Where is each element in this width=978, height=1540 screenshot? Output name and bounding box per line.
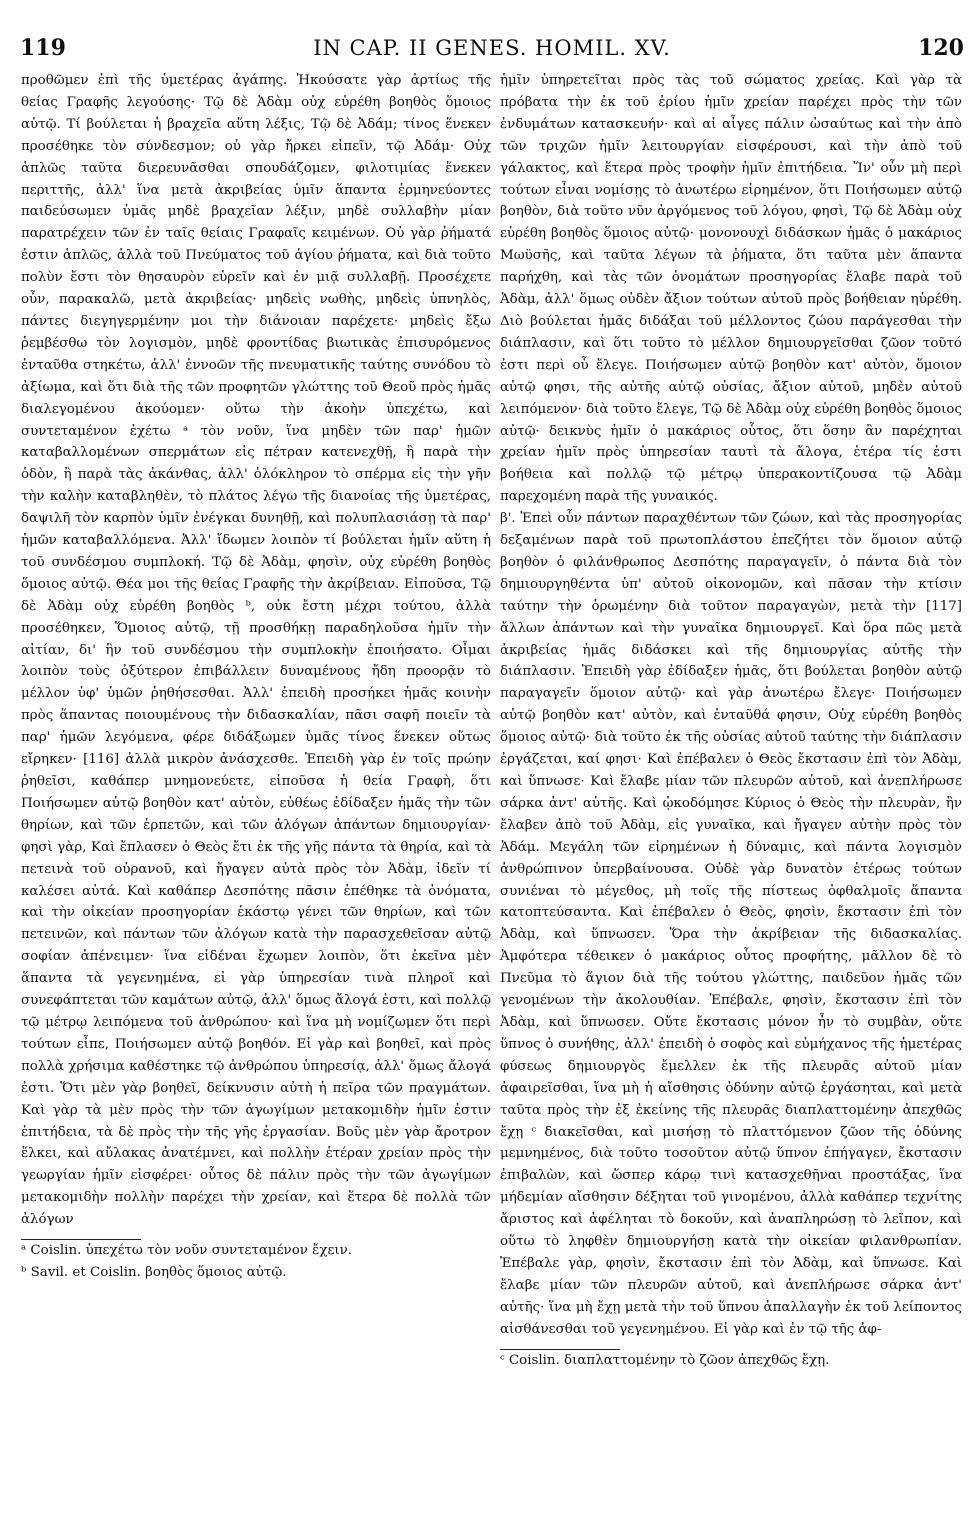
page-header [20, 34, 964, 64]
left-column [21, 70, 491, 1284]
running-title: IN CAP. II GENES. HOMIL. XV. [313, 36, 671, 60]
right-column [500, 70, 962, 1371]
footnote-b: ᵇ Savil. et Coislin. βοηθὸς ὅμοιος αὐτῷ. [21, 1264, 287, 1280]
right-column-paragraph-1: ἡμῖν ὑπηρετεῖται πρὸς τὰς τοῦ σώματος χρείας. Καὶ γὰρ τὰ πρόβατα τὴν ἐκ τοῦ ἐρίου ἡμῖν χρείαν παρέχει πρὸς τὴν τῶν ἐνδυμάτων κατασκευήν· καὶ αἱ αἶγες πάλιν ὡσαύτως καὶ τὴν ἀπὸ τῶν τριχῶν ἡμῖν λειτουργίαν εἰσφέρουσι, καὶ τὴν ἀπὸ τοῦ γάλακτος, καὶ ἕτερα πρὸς τροφὴν ἡμῖν ἐπιτήδεια. Ἵν' οὖν μὴ περὶ τούτων εἶναι νομίσῃς τὸ ἀνωτέρω εἰρημένον, ὅτι Ποιήσωμεν αὐτῷ βοηθὸν, διὰ τοῦτο νῦν ἀργόμενος τοῦ λόγου, φησὶ, Τῷ δὲ Ἀδὰμ οὐχ εὑρέθη βοηθὸς ὅμοιος αὐτῷ· μονονουχὶ διδάσκων ἡμᾶς ὁ μακάριος Μωϋσῆς, καὶ ταῦτα λέγων τὰ ῥήματα, ὅτι ταῦτα μὲν ἅπαντα παρήχθη, καὶ τὰς τῶν ὀνομάτων προσηγορίας ἔλαβε παρὰ τοῦ Ἀδὰμ, ἀλλ' ὅμως οὐδὲν ἄξιον τούτων αὐτοῦ πρὸς βοήθειαν ηὑρέθη. Διὸ βούλεται ἡμᾶς διδάξαι τοῦ μέλλοντος ζώου παράγεσθαι τὴν διάπλασιν, καὶ ὅτι τοῦτο τὸ μέλλον δημιουργεῖσθαι ζῶον τοῦτό ἐστι περὶ οὗ ἔλεγε. Ποιήσωμεν αὐτῷ βοηθὸν κατ' αὐτὸν, ὅμοιον αὐτῷ φησι, τῆς αὐτῆς αὐτῷ οὐσίας, ἄξιον αὐτοῦ, μηδὲν αὐτοῦ λειπόμενον· διὰ τοῦτο ἔλεγε, Τῷ δὲ Ἀδὰμ οὐχ εὑρέθη βοηθὸς ὅμοιος αὐτῷ· δεικνὺς ἡμῖν ὁ μακάριος οὗτος, ὅτι ὅσην ἂν παρέχηται χρείαν ἡμῖν πρὸς ὑπηρεσίαν ταυτὶ τὰ ἄλογα, ἑτέρα τίς ἐστι βοήθεια καὶ πολλῷ τῷ μέτρῳ ὑπερακοντίζουσα τῷ Ἀδὰμ παρεχομένη παρὰ τῆς γυναικός. [500, 73, 962, 505]
page-number-left: 119 [20, 35, 66, 61]
left-column-text: προθῶμεν ἐπὶ τῆς ὑμετέρας ἀγάπης. Ἠκούσατε γὰρ ἀρτίως τῆς θείας Γραφῆς λεγούσης· Τῷ δὲ Ἀδὰμ οὐχ εὑρέθη βοηθὸς ὅμοιος αὐτῷ. Τί βούλεται ἡ βραχεῖα αὕτη λέξις, Τῷ δὲ Ἀδάμ; τίνος ἕνεκεν προσέθηκε τὸν σύνδεσμον; οὐ γὰρ ἤρκει εἰπεῖν, τῷ Ἀδάμ· Οὐχ ἁπλῶς ταῦτα διερευνᾶσθαι σπουδάζομεν, φιλοτιμίας ἕνεκεν περιττῆς, ἀλλ' ἵνα μετὰ ἀκριβείας ὑμῖν ἅπαντα ἑρμηνεύοντες παιδεύσωμεν ὑμᾶς μηδὲ βραχεῖαν λέξιν, μηδὲ συλλαβὴν μίαν παρατρέχειν τῶν ἐν ταῖς θείαις Γραφαῖς κειμένων. Οὐ γὰρ ῥήματά ἐστιν ἁπλῶς, ἀλλὰ τοῦ Πνεύματος τοῦ ἁγίου ῥήματα, καὶ διὰ τοῦτο πολὺν ἔστι τὸν θησαυρὸν εὑρεῖν καὶ ἐν μιᾷ συλλαβῇ. Προσέχετε οὖν, παρακαλῶ, μετὰ ἀκριβείας· μηδεὶς νωθὴς, μηδεὶς ὑπνηλὸς, πάντες διεγηγερμένην μοι τὴν διάνοιαν παρέχετε· μηδεὶς ἔξω ῥεμβέσθω τὸν λογισμὸν, μηδὲ φροντίδας βιωτικὰς ἐπισυρόμενος ἐνταῦθα στηκέτω, ἀλλ' ἐννοῶν τῆς πνευματικῆς ταύτης συνόδου τὸ ἀξίωμα, καὶ ὅτι διὰ τῆς τῶν προφητῶν γλώττης τοῦ Θεοῦ πρὸς ἡμᾶς διαλεγομένου ἀκούομεν· οὕτω τὴν ἀκοὴν ὑπεχέτω, καὶ συντεταμένον ἐχέτω ᵃ τὸν νοῦν, ἵνα μηδὲν τῶν παρ' ἡμῶν καταβαλλομένων σπερμάτων εἰς πέτραν κατενεχθῇ, ἢ παρὰ τὴν ὁδὸν, ἢ παρὰ τὰς ἀκάνθας, ἀλλ' ὁλόκληρον τὸ σπέρμα εἰς τὴν γῆν τὴν καλὴν καταβληθὲν, τὸ πλάτος λέγω τῆς διανοίας τῆς ὑμετέρας, δαψιλῆ τὸν καρπὸν ὑμῖν ἐνέγκαι δυνηθῇ, καὶ πολυπλασιάσῃ τὰ παρ' ἡμῶν καταβαλλόμενα. Ἀλλ' ἴδωμεν λοιπὸν τί βούλεται ἡμῖν αὕτη ἡ τοῦ συνδέσμου συμπλοκή. Τῷ δὲ Ἀδὰμ, φησὶν, οὐχ εὑρέθη βοηθὸς ὅμοιος αὐτῷ. Θέα μοι τῆς θείας Γραφῆς τὴν ἀκρίβειαν. Εἰποῦσα, Τῷ δὲ Ἀδὰμ οὐχ εὑρέθη βοηθὸς ᵇ, οὐκ ἔστη μέχρι τούτου, ἀλλὰ προσέθηκεν, Ὅμοιος αὐτῷ, τῇ προσθήκῃ παραδηλοῦσα ἡμῖν τὴν αἰτίαν, δι' ἣν τοῦ συνδέσμου τὴν συμπλοκὴν ἐποιήσατο. Οἶμαι λοιπὸν τοὺς ὀξύτερον ἐπιβάλλειν δυναμένους ἤδη προορᾷν τὸ μέλλον ὑφ' ὑμῶν ῥηθήσεσθαι. Ἀλλ' ἐπειδὴ προσήκει ἡμᾶς κοινὴν πρὸς ἅπαντας ποιουμένους τὴν διδασκαλίαν, πᾶσι σαφῆ ποιεῖν τὰ παρ' ἡμῶν λεγόμενα, φέρε διδάξωμεν ὑμᾶς τίνος ἕνεκεν οὕτως εἴρηκεν· [116] ἀλλὰ μικρὸν ἀνάσχεσθε. Ἐπειδὴ γὰρ ἐν τοῖς πρώην ῥηθεῖσι, καθάπερ μνημονεύετε, εἰποῦσα ἡ θεία Γραφὴ, ὅτι Ποιήσωμεν αὐτῷ βοηθὸν κατ' αὐτὸν, εὐθέως ἐδίδαξεν ἡμᾶς τὴν τῶν θηρίων, καὶ τῶν ἑρπετῶν, καὶ τῶν ἀλόγων ἁπάντων δημιουργίαν· φησὶ γὰρ, Καὶ ἔπλασεν ὁ Θεὸς ἔτι ἐκ τῆς γῆς πάντα τὰ θηρία, καὶ τὰ πετεινὰ τοῦ οὐρανοῦ, καὶ ἤγαγεν αὐτὰ πρὸς τὸν Ἀδὰμ, ἰδεῖν τί καλέσει αὐτά. Καὶ καθάπερ Δεσπότης πᾶσιν ἐπέθηκε τὰ ὀνόματα, καὶ τὴν οἰκείαν προσηγορίαν ἑκάστῳ γένει τῶν θηρίων, καὶ τῶν πετεινῶν, καὶ πάντων τῶν ἀλόγων κατὰ τὴν παρασχεθεῖσαν αὐτῷ σοφίαν ἀπένειμεν· ἵνα εἰδέναι ἔχωμεν λοιπὸν, ὅτι ἐκεῖνα μὲν ἅπαντα τὰ γεγενημένα, εἰ γὰρ ὑπηρεσίαν τινὰ πληροῖ καὶ συνεφάπτεται τῶν καμάτων αὐτῷ, ἀλλ' ὅμως ἄλογά ἐστι, καὶ πολλῷ τῷ μέτρῳ λειπόμενα τοῦ ἀνθρώπου· καὶ ἵνα μὴ νομίζωμεν ὅτι περὶ τούτων εἶπε, Ποιήσωμεν αὐτῷ βοηθόν. Εἰ γὰρ καὶ βοηθεῖ, καὶ πρὸς πολλὰ χρήσιμα καθέστηκε τῷ ἀνθρώπου ὑπηρεσίᾳ, ἀλλ' ὅμως ἄλογά ἐστι. Ὅτι μὲν γὰρ βοηθεῖ, δείκνυσιν αὐτὴ ἡ πεῖρα τῶν πραγμάτων. Καὶ γὰρ τὰ μὲν πρὸς τὴν τῶν ἀγωγίμων μετακομιδὴν ἡμῖν ἐστιν ἐπιτήδεια, τὰ δὲ πρὸς τὴν τῆς γῆς ἐργασίαν. Βοῦς μὲν γὰρ ἄροτρον ἕλκει, καὶ αὔλακας ἀνατέμνει, καὶ πολλὴν ἑτέραν χρείαν πρὸς τὴν γεωργίαν ἡμῖν εἰσφέρει· οὗτος δὲ πάλιν πρὸς τὴν τῶν ἀγωγίμων μετακομιδὴν πολλὴν παρέχει τὴν χρείαν, καὶ ἕτερα δὲ πολλὰ τῶν ἀλόγων [21, 73, 491, 1228]
right-column-paragraph-2: β'. Ἐπεὶ οὖν πάντων παραχθέντων τῶν ζώων, καὶ τὰς προσηγορίας δεξαμένων παρὰ τοῦ πρωτοπλάστου ἐπεζήτει τὸν ὅμοιον αὐτῷ βοηθὸν ὁ φιλάνθρωπος Δεσπότης παραγαγεῖν, ὁ πάντα διὰ τὸν δημιουργηθέντα ὑπ' αὐτοῦ οἰκονομῶν, καὶ πᾶσαν τὴν κτίσιν ταύτην τὴν ὁρωμένην διὰ τοῦτον παραγαγὼν, μετὰ τὴν [117] ἄλλων ἁπάντων καὶ τὴν γυναῖκα δημιουργεῖ. Καὶ ὅρα πῶς μετὰ ἀκριβείας ἡμᾶς διδάσκει καὶ τῆς δημιουργίας αὐτῆς τὴν διάπλασιν. Ἐπειδὴ γὰρ ἐδίδαξεν ἡμᾶς, ὅτι βούλεται βοηθὸν αὐτῷ παραγαγεῖν ὅμοιον αὐτῷ· καὶ γὰρ ἀνωτέρω ἔλεγε· Ποιήσωμεν αὐτῷ βοηθὸν κατ' αὐτὸν, καὶ ἐνταῦθά φησιν, Οὐχ εὑρέθη βοηθὸς ὅμοιος αὐτῷ· διὰ τοῦτο ἐκ τῆς οὐσίας αὐτοῦ ταύτης τὴν διάπλασιν ἐργάζεται, καί φησι· Καὶ ἐπέβαλεν ὁ Θεὸς ἔκστασιν ἐπὶ τὸν Ἀδὰμ, καὶ ὕπνωσε· Καὶ ἔλαβε μίαν τῶν πλευρῶν αὐτοῦ, καὶ ἀνεπλήρωσε σάρκα ἀντ' αὐτῆς. Καὶ ᾠκοδόμησε Κύριος ὁ Θεὸς τὴν πλευρὰν, ἣν ἔλαβεν ἀπὸ τοῦ Ἀδὰμ, εἰς γυναῖκα, καὶ ἤγαγεν αὐτὴν πρὸς τὸν Ἀδάμ. Μεγάλη τῶν εἰρημένων ἡ δύναμις, καὶ πάντα λογισμὸν ἀνθρώπινον ὑπερβαίνουσα. Οὐδὲ γὰρ δυνατὸν ἑτέρως τούτων συνιέναι τὸ μέγεθος, μὴ τοῖς τῆς πίστεως ὀφθαλμοῖς ἅπαντα κατοπτεύσαντα. Καὶ ἐπέβαλεν ὁ Θεὸς, φησὶν, ἔκστασιν ἐπὶ τὸν Ἀδὰμ, καὶ ὕπνωσεν. Ὅρα τὴν ἀκρίβειαν τῆς διδασκαλίας. Ἀμφότερα τέθεικεν ὁ μακάριος οὗτος προφήτης, μᾶλλον δὲ τὸ Πνεῦμα τὸ ἅγιον διὰ τῆς τούτου γλώττης, παιδεῦον ἡμᾶς τῶν γενομένων τὴν ἀκολουθίαν. Ἐπέβαλε, φησὶν, ἔκστασιν ἐπὶ τὸν Ἀδὰμ, καὶ ὕπνωσεν. Οὔτε ἔκστασις μόνον ἦν τὸ συμβὰν, οὔτε ὕπνος ὁ συνήθης, ἀλλ' ἐπειδὴ ὁ σοφὸς καὶ εὐμήχανος τῆς ἡμετέρας φύσεως δημιουργὸς ἔμελλεν ἐκ τῆς πλευρᾶς αὐτοῦ μίαν ἀφαιρεῖσθαι, ἵνα μὴ ἡ αἴσθησις ὀδύνην αὐτῷ ἐργάσηται, καὶ μετὰ ταῦτα πρὸς τὴν ἐξ ἐκείνης τῆς πλευρᾶς διαπλαττομένην ἀπεχθῶς ἔχῃ ᶜ διακεῖσθαι, καὶ μισήσῃ τὸ πλαττόμενον ζῶον τῆς ὀδύνης μεμνημένος, διὰ τοῦτο τοσοῦτον αὐτῷ ὕπνον ἐπήγαγεν, ἔκστασιν ἐπιβαλὼν, καὶ ὥσπερ κάρῳ τινὶ κατασχεθῆναι προστάξας, ἵνα μήδεμίαν αἴσθησιν δέξηται τοῦ γινομένου, ἀλλὰ καθάπερ τεχνίτης ἄριστος καὶ ἀφέληται τὸ δοκοῦν, καὶ ἀναπληρώσῃ τὸ λεῖπον, καὶ οὕτω τὸ ληφθὲν δημιουργήσῃ κατὰ τὴν οἰκείαν φιλανθρωπίαν. Ἐπέβαλε γὰρ, φησὶν, ἔκστασιν ἐπὶ τὸν Ἀδὰμ, καὶ ὕπνωσε. Καὶ ἔλαβε μίαν τῶν πλευρῶν αὐτοῦ, καὶ ἀνεπλήρωσε σάρκα ἀντ' αὐτῆς· ἵνα μὴ ἔχῃ μετὰ τὴν τοῦ ὕπνου ἀπαλλαγὴν ἐκ τοῦ λείποντος αἰσθάνεσθαι τοῦ γεγενημένου. Εἰ γὰρ καὶ ἐν τῷ τῆς ἀφ- [500, 511, 962, 1337]
footnote-a: ᵃ Coislin. ὑπεχέτω τὸν νοῦν συντεταμένον ἔχειν. [21, 1243, 353, 1259]
page-number-right: 120 [918, 35, 964, 61]
footnote-c: ᶜ Coislin. διαπλαττομένην τὸ ζῶον ἀπεχθῶς ἔχῃ. [500, 1352, 830, 1368]
